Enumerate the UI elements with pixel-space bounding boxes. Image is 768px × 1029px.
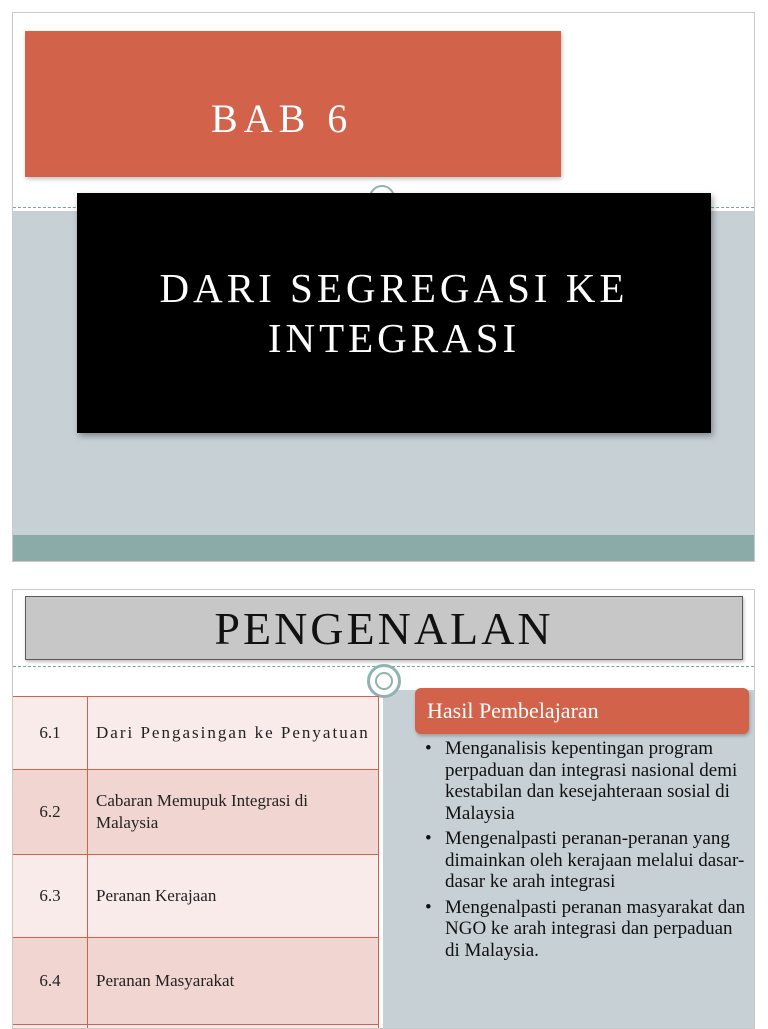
topic-title: Peranan Kerajaan [88, 855, 379, 938]
topic-title: Dari Pengasingan ke Penyatuan [88, 697, 379, 770]
topic-number [13, 1025, 88, 1029]
topic-title [88, 1025, 379, 1029]
chapter-label: BAB 6 [211, 99, 353, 139]
title-slide [12, 12, 755, 562]
table-row [13, 1025, 379, 1029]
table-row [13, 855, 379, 938]
table-row [13, 938, 379, 1025]
chapter-label-box [25, 31, 561, 177]
topic-title: Peranan Masyarakat [88, 938, 379, 1025]
topic-number: 6.3 [13, 855, 88, 938]
learning-outcomes-list [423, 738, 749, 965]
heading-box [25, 596, 743, 660]
slide-footer-bar [13, 535, 754, 561]
introduction-slide [12, 589, 755, 1029]
list-item: • Mengenalpasti peranan-peranan yang dimainkan oleh kerajaan melalui dasar-dasar ke arah integrasi [423, 828, 749, 893]
slide-heading: PENGENALAN [26, 597, 742, 659]
slide-title: DARI SEGREGASI KE INTEGRASI [77, 193, 711, 433]
list-item: • Menganalisis kepentingan program perpaduan dan integrasi nasional demi kestabilan dan kesejahteraan sosial di Malaysia [423, 738, 749, 824]
table-row [13, 770, 379, 855]
list-item: • Mengenalpasti peranan masyarakat dan NGO ke arah integrasi dan perpaduan di Malaysia. [423, 897, 749, 962]
learning-outcomes-heading: Hasil Pembelajaran [427, 698, 599, 724]
topic-number: 6.4 [13, 938, 88, 1025]
title-box [77, 193, 711, 433]
table-row [13, 697, 379, 770]
topic-number: 6.1 [13, 697, 88, 770]
topic-title: Cabaran Memupuk Integrasi di Malaysia [88, 770, 379, 855]
topic-number: 6.2 [13, 770, 88, 855]
learning-outcomes-header [415, 688, 749, 734]
circle-ornament-icon [367, 664, 401, 698]
topics-table [12, 696, 379, 1029]
